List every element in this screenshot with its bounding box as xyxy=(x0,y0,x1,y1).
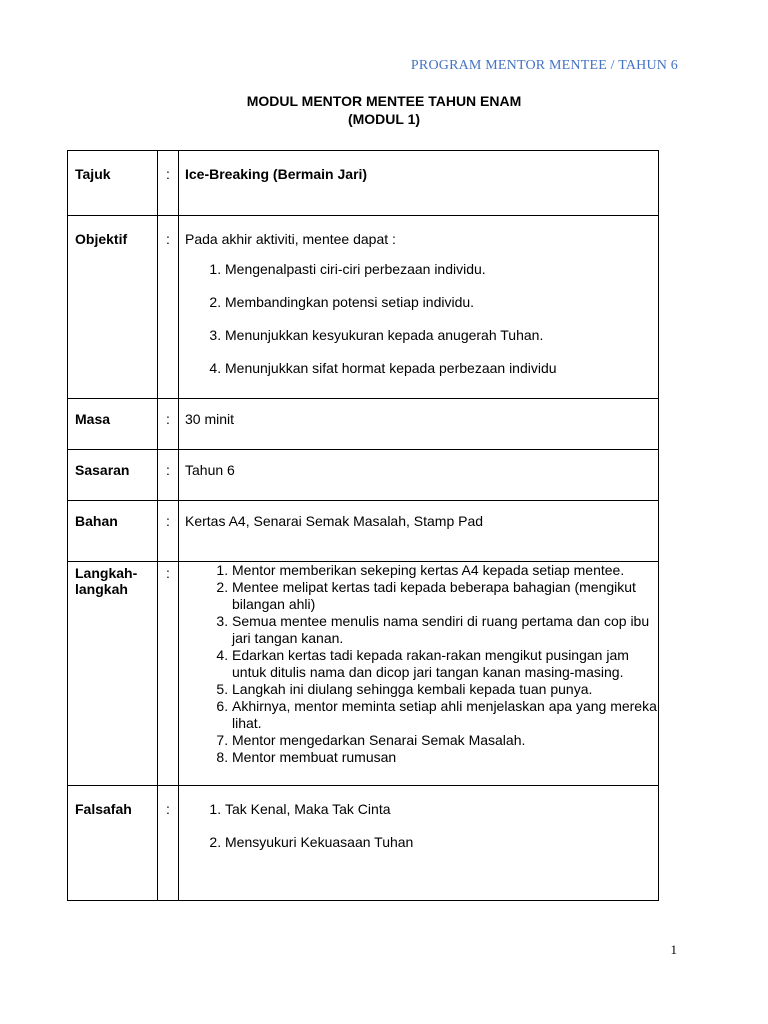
row-objektif xyxy=(68,216,659,399)
list-item: 1. Tak Kenal, Maka Tak Cinta xyxy=(225,801,658,818)
row-tajuk xyxy=(68,151,659,216)
list-item: 4. Edarkan kertas tadi kepada rakan-rakan mengikut pusingan jam untuk ditulis nama dan dicop jari tangan kanan masing-masing. xyxy=(232,647,658,681)
label-masa: Masa xyxy=(75,411,111,427)
value-bahan: Kertas A4, Senarai Semak Masalah, Stamp Pad xyxy=(185,513,484,529)
list-item: 7. Mentor mengedarkan Senarai Semak Masalah. xyxy=(232,732,658,749)
row-falsafah xyxy=(68,786,659,901)
value-tajuk: Ice-Breaking (Bermain Jari) xyxy=(185,166,368,182)
separator: : xyxy=(166,513,170,529)
list-item: 8. Mentor membuat rumusan xyxy=(232,749,658,766)
separator: : xyxy=(166,565,170,581)
langkah-list xyxy=(185,562,658,766)
label-falsafah: Falsafah xyxy=(75,801,132,817)
page-number: 1 xyxy=(670,942,677,957)
row-langkah xyxy=(68,562,659,786)
list-item: 2. Mensyukuri Kekuasaan Tuhan xyxy=(225,834,658,851)
row-sasaran xyxy=(68,450,659,501)
page-subtitle: (MODUL 1) xyxy=(347,111,421,127)
header-program: PROGRAM MENTOR MENTEE / TAHUN 6 xyxy=(410,58,678,73)
separator: : xyxy=(166,166,170,182)
module-table xyxy=(67,150,659,901)
list-item: 2. Mentee melipat kertas tadi kepada beberapa bahagian (mengikut bilangan ahli) xyxy=(232,579,658,613)
label-objektif: Objektif xyxy=(75,231,128,247)
row-masa xyxy=(68,399,659,450)
separator: : xyxy=(166,801,170,817)
list-item: 3. Semua mentee menulis nama sendiri di ruang pertama dan cop ibu jari tangan kanan. xyxy=(232,613,658,647)
falsafah-list xyxy=(185,801,658,851)
label-bahan: Bahan xyxy=(75,513,118,529)
objektif-intro: Pada akhir aktiviti, mentee dapat : xyxy=(185,231,396,247)
list-item: 6. Akhirnya, mentor meminta setiap ahli menjelaskan apa yang mereka lihat. xyxy=(232,698,658,732)
page-title: MODUL MENTOR MENTEE TAHUN ENAM xyxy=(246,93,522,109)
row-bahan xyxy=(68,501,659,562)
label-sasaran: Sasaran xyxy=(75,462,130,478)
separator: : xyxy=(166,411,170,427)
value-masa: 30 minit xyxy=(185,411,235,427)
list-item: 5. Langkah ini diulang sehingga kembali kepada tuan punya. xyxy=(232,681,658,698)
label-langkah: Langkah-langkah xyxy=(75,565,138,597)
list-item: 2. Membandingkan potensi setiap individu. xyxy=(225,294,658,311)
list-item: 3. Menunjukkan kesyukuran kepada anugerah Tuhan. xyxy=(225,327,658,344)
separator: : xyxy=(166,462,170,478)
list-item: 1. Mengenalpasti ciri-ciri perbezaan individu. xyxy=(225,261,658,278)
label-tajuk: Tajuk xyxy=(75,166,111,182)
value-sasaran: Tahun 6 xyxy=(185,462,235,478)
separator: : xyxy=(166,231,170,247)
list-item: 4. Menunjukkan sifat hormat kepada perbezaan individu xyxy=(225,360,658,377)
list-item: 1. Mentor memberikan sekeping kertas A4 kepada setiap mentee. xyxy=(232,562,658,579)
objektif-list xyxy=(185,261,658,377)
